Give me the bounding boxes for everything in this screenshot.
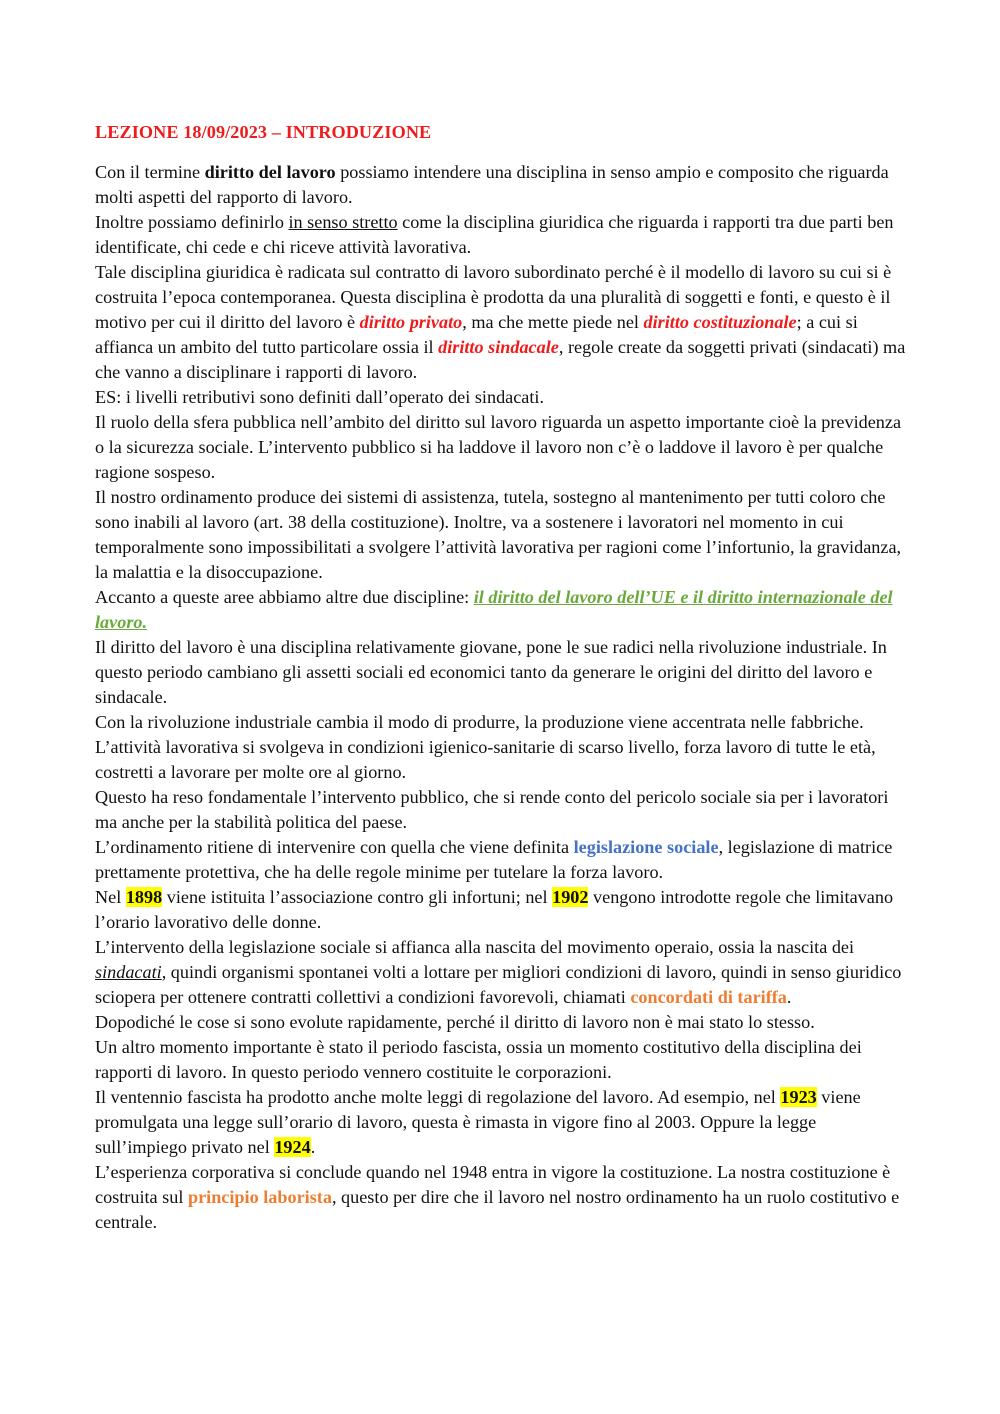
highlighted-year: 1902 bbox=[552, 887, 589, 907]
text-run: L’ordinamento ritiene di intervenire con quella che viene definita bbox=[95, 837, 574, 857]
text-run: viene promulgata una legge sull’orario di lavoro, questa è rimasta in vigore fino al 2003. Oppure la legge sull’impiego privato nel bbox=[95, 1087, 861, 1157]
text-run: L’esperienza corporativa si conclude quando nel 1948 entra in vigore la costituzione. La nostra costituzione è costruita sul bbox=[95, 1162, 891, 1207]
text-run: , questo per dire che il lavoro nel nostro ordinamento ha un ruolo costitutivo e centrale. bbox=[95, 1187, 900, 1232]
text-run: . bbox=[310, 1137, 316, 1157]
document-page bbox=[95, 114, 910, 1235]
text-run: , ma che mette piede nel bbox=[462, 312, 644, 332]
text-run: vengono introdotte regole che limitavano l’orario lavorativo delle donne. bbox=[95, 887, 894, 932]
text-run: come la disciplina giuridica che riguarda i rapporti tra due parti ben identificate, chi cede e chi riceve attività lavorativa. bbox=[95, 212, 894, 257]
text-run: Nel bbox=[95, 887, 126, 907]
paragraph-7 bbox=[95, 585, 910, 635]
text-run: . bbox=[786, 987, 792, 1007]
text-run: ; a cui si affianca un ambito del tutto particolare ossia il bbox=[95, 312, 858, 357]
paragraph-8: Il diritto del lavoro è una disciplina relativamente giovane, pone le sue radici nella rivoluzione industriale. In questo periodo cambiano gli assetti sociali ed economici tanto da generare le origini del diritto del lavoro e sindacale. bbox=[95, 637, 887, 707]
highlighted-year: 1924 bbox=[274, 1137, 311, 1157]
text-run: , quindi organismi spontanei volti a lottare per migliori condizioni di lavoro, quindi in senso giuridico sciopera per ottenere contratti collettivi a condizioni favorevoli, chiamati bbox=[95, 962, 902, 1007]
text-run: Tale disciplina giuridica è radicata sul contratto di lavoro subordinato perché è il modello di lavoro su cui si è costruita l’epoca contemporanea. Questa disciplina è prodotta da una pluralità di soggetti e fonti, e questo è il motivo per cui il diritto del lavoro è bbox=[95, 262, 892, 332]
red-term-diritto-costituzionale: diritto costituzionale bbox=[643, 312, 797, 332]
red-term-diritto-privato: diritto privato bbox=[359, 312, 463, 332]
bold-term: diritto del lavoro bbox=[204, 162, 336, 182]
text-run: L’intervento della legislazione sociale si affianca alla nascita del movimento operaio, ossia la nascita dei bbox=[95, 937, 855, 957]
text-run: Accanto a queste aree abbiamo altre due discipline: bbox=[95, 587, 474, 607]
text-run: Il ventennio fascista ha prodotto anche molte leggi di regolazione del lavoro. Ad esempio, nel bbox=[95, 1087, 781, 1107]
text-run: , legislazione di matrice prettamente protettiva, che ha delle regole minime per tutelare la forza lavoro. bbox=[95, 837, 893, 882]
paragraph-10: Questo ha reso fondamentale l’intervento pubblico, che si rende conto del pericolo sociale sia per i lavoratori ma anche per la stabilità politica del paese. bbox=[95, 787, 889, 832]
orange-term: principio laborista bbox=[187, 1187, 332, 1207]
orange-term: concordati di tariffa bbox=[630, 987, 787, 1007]
paragraph-9: Con la rivoluzione industriale cambia il modo di produrre, la produzione viene accentrata nelle fabbriche. L’attività lavorativa si svolgeva in condizioni igienico-sanitarie di scarso livello, forza lavoro di tutte le età, costretti a lavorare per molte ore al giorno. bbox=[95, 712, 876, 782]
highlighted-year: 1898 bbox=[125, 887, 163, 907]
paragraph-5: Il ruolo della sfera pubblica nell’ambito del diritto sul lavoro riguarda un aspetto importante cioè la previdenza o la sicurezza sociale. L’intervento pubblico si ha laddove il lavoro non c’è o laddove il lavoro è per qualche ragione sospeso. bbox=[95, 412, 902, 482]
paragraph-16 bbox=[95, 1085, 910, 1160]
paragraph-14: Dopodiché le cose si sono evolute rapidamente, perché il diritto di lavoro non è mai stato lo stesso. bbox=[95, 1012, 815, 1032]
paragraph-17 bbox=[95, 1160, 910, 1235]
paragraph-12 bbox=[95, 885, 910, 935]
paragraph-4: ES: i livelli retributivi sono definiti dall’operato dei sindacati. bbox=[95, 387, 545, 407]
paragraph-2 bbox=[95, 210, 910, 260]
paragraph-11 bbox=[95, 835, 910, 885]
paragraph-6: Il nostro ordinamento produce dei sistemi di assistenza, tutela, sostegno al mantenimento per tutti coloro che sono inabili al lavoro (art. 38 della costituzione). Inoltre, va a sostenere i lavoratori nel momento in cui temporalmente sono impossibilitati a svolgere l’attività lavorativa per ragioni come l’infortunio, la gravidanza, la malattia e la disoccupazione. bbox=[95, 487, 902, 582]
text-run: Inoltre possiamo definirlo bbox=[95, 212, 289, 232]
paragraph-3 bbox=[95, 260, 910, 385]
paragraph-1 bbox=[95, 160, 910, 210]
text-run: viene istituita l’associazione contro gli infortuni; nel bbox=[162, 887, 553, 907]
lesson-title: LEZIONE 18/09/2023 – INTRODUZIONE bbox=[95, 122, 432, 142]
italic-underlined-term: sindacati bbox=[95, 962, 162, 982]
red-term-diritto-sindacale: diritto sindacale bbox=[438, 337, 559, 357]
highlighted-year: 1923 bbox=[780, 1087, 817, 1107]
green-term: il diritto del lavoro dell’UE e il diritto internazionale del lavoro. bbox=[95, 587, 893, 632]
text-run: possiamo intendere una disciplina in senso ampio e composito che riguarda molti aspetti del rapporto di lavoro. bbox=[95, 162, 889, 207]
blue-term: legislazione sociale bbox=[573, 837, 719, 857]
text-run: , regole create da soggetti privati (sindacati) ma che vanno a disciplinare i rapporti di lavoro. bbox=[95, 337, 906, 382]
underlined-term: in senso stretto bbox=[288, 212, 398, 232]
paragraph-13 bbox=[95, 935, 910, 1010]
paragraph-15: Un altro momento importante è stato il periodo fascista, ossia un momento costitutivo della disciplina dei rapporti di lavoro. In questo periodo vennero costituite le corporazioni. bbox=[95, 1037, 862, 1082]
text-run: Con il termine bbox=[95, 162, 205, 182]
